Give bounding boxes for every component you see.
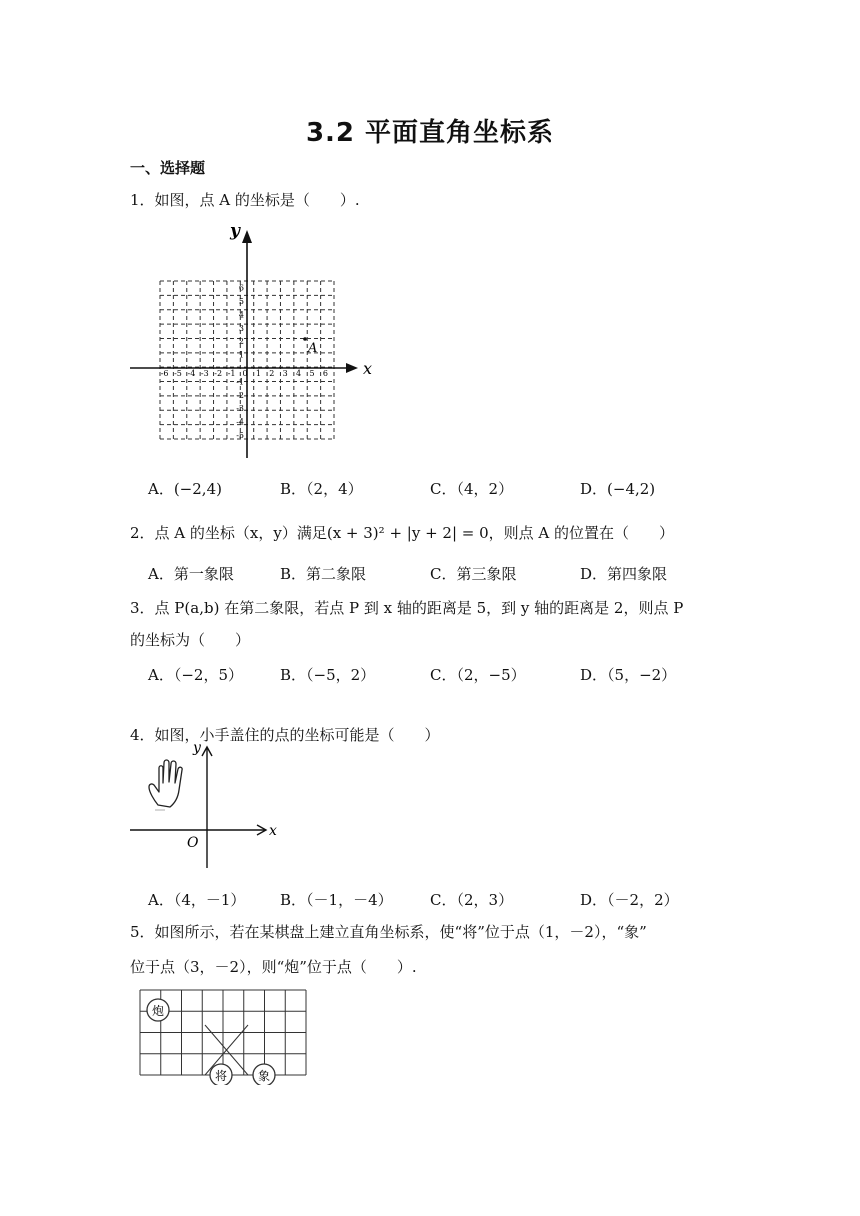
q3-option-a[interactable]: A．（−2，5） [148, 666, 243, 684]
q3-option-b[interactable]: B．（−5，2） [280, 666, 376, 684]
origin-label: O [187, 835, 199, 851]
y-tick-label: 2 [238, 337, 244, 347]
x-tick-label: 5 [309, 369, 315, 378]
x-tick-label: -3 [200, 369, 209, 378]
x-tick-label: -5 [174, 369, 182, 378]
q2-option-d[interactable]: D．第四象限 [580, 565, 668, 583]
q4-axes-figure [125, 738, 285, 873]
hand-icon [149, 760, 182, 810]
x-tick-label: 3 [282, 369, 288, 378]
x-tick-label: -2 [214, 369, 223, 378]
x-tick-label: -4 [187, 369, 196, 378]
x-tick-label: 4 [296, 369, 302, 378]
question-3-stem-line-2: 的坐标为（ ） [130, 631, 251, 649]
point-a-label: A [308, 341, 318, 356]
q4-option-c[interactable]: C．（2，3） [430, 891, 514, 909]
svg-text:炮: 炮 [151, 1004, 165, 1018]
q1-option-d[interactable]: D．(−4,2) [580, 480, 656, 498]
y-tick-label: 6 [238, 283, 244, 293]
x-axis-label: x [269, 823, 277, 839]
page-title: 3.2 平面直角坐标系 [305, 118, 555, 148]
y-tick-label: -1 [236, 377, 244, 387]
x-tick-label: 2 [269, 369, 275, 378]
x-axis-label: x [363, 359, 373, 378]
y-tick-label: 1 [238, 350, 244, 360]
q3-option-c[interactable]: C．（2，−5） [430, 666, 526, 684]
svg-text:象: 象 [257, 1069, 271, 1083]
q2-option-a[interactable]: A．第一象限 [148, 565, 234, 583]
section-heading: 一、选择题 [130, 159, 206, 177]
q1-option-b[interactable]: B．（2，4） [280, 480, 363, 498]
y-axis-arrow [242, 230, 252, 243]
q1-coordinate-grid-figure [120, 218, 380, 468]
y-axis-label: y [230, 221, 240, 241]
y-tick-label: -3 [236, 404, 244, 414]
y-tick-label: 3 [238, 323, 244, 333]
x-tick-label: 1 [255, 369, 261, 378]
x-tick-labels [161, 369, 328, 378]
question-5-stem-line-2: 位于点（3，－2），则“炮”位于点（ ）. [130, 958, 417, 976]
q1-option-a[interactable]: A．(−2,4) [148, 480, 222, 498]
x-tick-label: -6 [160, 369, 169, 378]
q4-option-a[interactable]: A．（4，－1） [148, 891, 246, 909]
y-tick-label: 5 [238, 297, 244, 306]
q3-option-d[interactable]: D．（5，−2） [580, 666, 677, 684]
x-tick-label: 6 [322, 369, 328, 378]
q1-option-c[interactable]: C．（4，2） [430, 480, 514, 498]
y-tick-label: -4 [236, 417, 244, 427]
q4-option-d[interactable]: D．（－2，2） [580, 891, 679, 909]
question-1-stem: 1．如图，点 A 的坐标是（ ）. [130, 191, 360, 209]
question-4-stem: 4．如图，小手盖住的点的坐标可能是（ ） [130, 726, 440, 744]
q4-option-b[interactable]: B．（－1，－4） [280, 891, 393, 909]
question-3-stem-line-1: 3．点 P(a,b) 在第二象限，若点 P 到 x 轴的距离是 5，到 y 轴的距离是 2，则点 P [130, 599, 684, 617]
q2-option-c[interactable]: C．第三象限 [430, 565, 517, 583]
q5-chessboard-figure [130, 985, 312, 1085]
piece-pao [147, 999, 169, 1021]
x-axis-arrow [346, 363, 358, 373]
question-2-stem: 2．点 A 的坐标（x，y）满足(x + 3)² + |y + 2| = 0，则点 A 的位置在（ ） [130, 524, 675, 542]
x-tick-label: -1 [227, 369, 236, 378]
y-tick-label: -5 [236, 431, 244, 440]
q2-option-b[interactable]: B．第二象限 [280, 565, 367, 583]
point-a [303, 337, 307, 341]
x-tick-label: 0 [242, 369, 248, 378]
y-tick-label: 4 [238, 310, 244, 320]
y-tick-label: -2 [236, 390, 244, 400]
piece-xiang [253, 1064, 275, 1085]
piece-jiang [210, 1064, 232, 1085]
y-axis-label: y [193, 740, 201, 756]
svg-text:将: 将 [214, 1069, 228, 1083]
question-5-stem-line-1: 5．如图所示，若在某棋盘上建立直角坐标系，使“将”位于点（1，－2），“象” [130, 923, 647, 941]
